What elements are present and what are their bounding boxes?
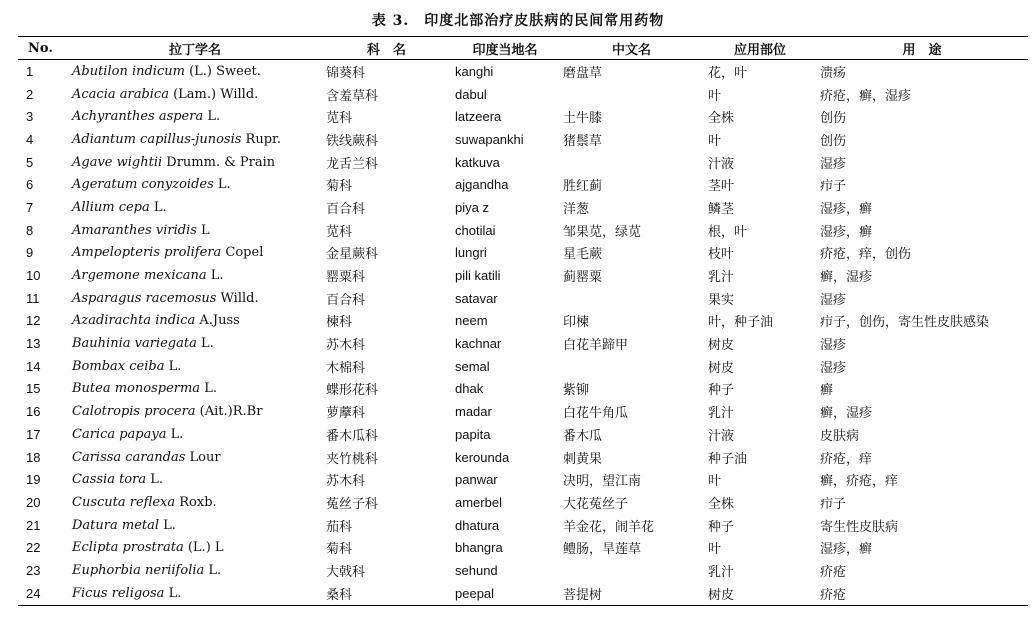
latin-name	[68, 219, 322, 242]
local-name: ajgandha	[455, 177, 509, 193]
part-used: 种子	[708, 383, 735, 399]
latin-author: L.	[164, 358, 182, 374]
latin-author: Lour	[185, 449, 221, 465]
latin-genus-species: Butea monosperma	[72, 381, 201, 397]
family-name: 苋科	[326, 224, 353, 240]
use: 溃疡	[820, 65, 847, 81]
table-caption: 表 3. 印度北部治疗皮肤病的民间常用药物	[371, 13, 665, 29]
use: 癣，湿疹	[820, 270, 873, 286]
latin-author: L.	[146, 472, 164, 488]
row-number: 1	[26, 63, 34, 79]
latin-name	[68, 83, 322, 106]
local-name: pili katili	[455, 268, 501, 284]
chinese-name: 白花牛角瓜	[563, 406, 629, 422]
family-name: 蝶形花科	[326, 383, 379, 399]
chinese-name	[559, 559, 704, 582]
use: 湿疹	[820, 156, 847, 172]
latin-name	[68, 446, 322, 469]
medicinal-plants-table	[18, 36, 1028, 606]
use: 创伤	[820, 111, 847, 127]
local-name: sehund	[455, 562, 498, 578]
local-name: kanghi	[455, 63, 494, 79]
table-row	[18, 196, 1028, 219]
use: 创伤	[820, 133, 847, 149]
table-row	[18, 242, 1028, 265]
part-used: 汁液	[708, 156, 735, 172]
latin-genus-species: Achyranthes aspera	[72, 109, 204, 125]
local-name: neem	[455, 313, 488, 329]
local-name: latzeera	[455, 109, 502, 125]
row-number: 18	[26, 449, 41, 465]
row-number: 7	[26, 199, 34, 215]
chinese-name	[559, 355, 704, 378]
table-header-row	[18, 37, 1028, 60]
latin-name	[68, 491, 322, 514]
latin-author: Copel	[221, 245, 264, 261]
row-number: 14	[26, 358, 41, 374]
latin-genus-species: Azadirachta indica	[72, 313, 196, 329]
row-number: 3	[26, 109, 34, 125]
row-number: 17	[26, 426, 41, 442]
table-row	[18, 83, 1028, 106]
use: 疥疮，癣，湿疹	[820, 88, 912, 104]
chinese-name: 胜红蓟	[563, 179, 603, 195]
row-number: 5	[26, 154, 34, 170]
table-row	[18, 151, 1028, 174]
latin-name	[68, 514, 322, 537]
chinese-name: 洋葱	[563, 201, 590, 217]
table-body	[18, 60, 1028, 606]
family-name: 桑科	[326, 587, 353, 603]
chinese-name	[559, 287, 704, 310]
part-used: 叶	[708, 133, 722, 149]
row-number: 23	[26, 562, 41, 578]
use: 湿疹，癣	[820, 224, 873, 240]
family-name: 金星蕨科	[326, 247, 379, 263]
latin-name	[68, 378, 322, 401]
local-name: chotilai	[455, 222, 496, 238]
chinese-name: 决明，望江南	[563, 474, 642, 490]
latin-genus-species: Ageratum conyzoides	[72, 177, 214, 193]
local-name: suwapankhi	[455, 131, 524, 147]
table-row	[18, 219, 1028, 242]
use: 癣，湿疹	[820, 406, 873, 422]
use: 湿疹	[820, 338, 847, 354]
latin-name	[68, 151, 322, 174]
chinese-name: 菩提树	[563, 587, 603, 603]
table-row	[18, 423, 1028, 446]
local-name: dhatura	[455, 517, 500, 533]
local-name: bhangra	[455, 540, 503, 556]
use: 癣	[820, 383, 834, 399]
part-used: 叶	[708, 474, 722, 490]
latin-author: L.	[203, 109, 221, 125]
part-used: 果实	[708, 292, 735, 308]
local-name: kerounda	[455, 449, 510, 465]
table-row	[18, 105, 1028, 128]
local-name: katkuva	[455, 154, 500, 170]
table-row	[18, 355, 1028, 378]
latin-genus-species: Ampelopteris prolifera	[72, 245, 222, 261]
local-name: kachnar	[455, 336, 502, 352]
chinese-name: 番木瓜	[563, 428, 603, 444]
latin-genus-species: Bauhinia variegata	[72, 336, 197, 352]
latin-author: L.	[196, 336, 214, 352]
latin-name	[68, 536, 322, 559]
table-row	[18, 582, 1028, 605]
header-no: No.	[28, 40, 53, 56]
latin-genus-species: Abutilon indicum	[72, 63, 185, 79]
part-used: 叶	[708, 542, 722, 558]
table-row	[18, 332, 1028, 355]
header-use: 用 途	[902, 42, 942, 58]
latin-name	[68, 582, 322, 605]
chinese-name	[559, 83, 704, 106]
latin-author: Roxb.	[175, 494, 217, 510]
header-latin-name: 拉丁学名	[168, 42, 221, 58]
latin-author: L.	[149, 199, 167, 215]
row-number: 2	[26, 86, 34, 102]
chinese-name: 星毛蕨	[563, 247, 603, 263]
chinese-name: 鳢肠，旱莲草	[563, 542, 642, 558]
part-used: 种子油	[708, 451, 748, 467]
row-number: 22	[26, 540, 41, 556]
latin-genus-species: Eclipta prostrata	[72, 540, 184, 556]
part-used: 乳汁	[708, 406, 735, 422]
family-name: 楝科	[326, 315, 353, 331]
use: 湿疹	[820, 360, 847, 376]
latin-name	[68, 332, 322, 355]
family-name: 龙舌兰科	[326, 156, 379, 172]
row-number: 8	[26, 222, 34, 238]
local-name: dhak	[455, 381, 484, 397]
chinese-name: 印楝	[563, 315, 590, 331]
row-number: 4	[26, 131, 34, 147]
chinese-name: 邹果苋，绿苋	[563, 224, 642, 240]
family-name: 菊科	[326, 179, 353, 195]
part-used: 根，叶	[708, 224, 748, 240]
use: 疖子	[820, 179, 847, 195]
family-name: 菊科	[326, 542, 353, 558]
use: 疥疮	[820, 564, 847, 580]
use: 疥疮，痒，创伤	[820, 247, 912, 263]
table-row	[18, 468, 1028, 491]
latin-genus-species: Carica papaya	[72, 426, 167, 442]
latin-name	[68, 60, 322, 83]
latin-name	[68, 287, 322, 310]
latin-author: (Ait.)R.Br	[195, 404, 263, 420]
latin-author: L.	[204, 562, 222, 578]
latin-name	[68, 559, 322, 582]
chinese-name	[559, 151, 704, 174]
latin-author: Rupr.	[241, 131, 281, 147]
part-used: 叶，种子油	[708, 315, 774, 331]
latin-genus-species: Calotropis procera	[72, 404, 196, 420]
part-used: 树皮	[708, 338, 735, 354]
header-part-used: 应用部位	[733, 42, 786, 58]
use: 湿疹	[820, 292, 847, 308]
family-name: 锦葵科	[326, 65, 366, 81]
row-number: 16	[26, 404, 41, 420]
table-row	[18, 536, 1028, 559]
chinese-name: 猪鬃草	[563, 133, 603, 149]
family-name: 苏木科	[326, 474, 366, 490]
latin-name	[68, 105, 322, 128]
row-number: 21	[26, 517, 41, 533]
latin-genus-species: Datura metal	[72, 517, 160, 533]
latin-author: L.	[206, 268, 224, 284]
part-used: 树皮	[708, 360, 735, 376]
use: 疥疮，痒	[820, 451, 873, 467]
latin-author: L.	[166, 426, 184, 442]
latin-genus-species: Agave wightii	[72, 154, 163, 170]
latin-name	[68, 264, 322, 287]
latin-name	[68, 310, 322, 333]
table-row	[18, 446, 1028, 469]
family-name: 木棉科	[326, 360, 366, 376]
latin-genus-species: Cuscuta reflexa	[72, 494, 176, 510]
latin-name	[68, 468, 322, 491]
part-used: 花，叶	[708, 65, 748, 81]
use: 癣，疥疮，痒	[820, 474, 899, 490]
latin-name	[68, 423, 322, 446]
latin-author: Willd.	[216, 290, 259, 306]
latin-genus-species: Argemone mexicana	[72, 268, 207, 284]
latin-name	[68, 400, 322, 423]
local-name: peepal	[455, 585, 495, 601]
latin-author: Drumm. & Prain	[162, 154, 276, 170]
local-name: papita	[455, 426, 491, 442]
chinese-name: 紫铆	[563, 383, 590, 399]
part-used: 全株	[708, 496, 735, 512]
header-family: 科 名	[366, 42, 406, 58]
local-name: madar	[455, 404, 492, 420]
local-name: amerbel	[455, 494, 502, 510]
header-local-name: 印度当地名	[472, 42, 538, 58]
latin-genus-species: Cassia tora	[72, 472, 147, 488]
latin-author: (L.) L	[183, 540, 224, 556]
row-number: 6	[26, 177, 34, 193]
table-row	[18, 173, 1028, 196]
latin-genus-species: Bombax ceiba	[72, 358, 165, 374]
latin-author: (Lam.) Willd.	[168, 86, 259, 102]
use: 疥疮	[820, 587, 847, 603]
chinese-name: 土牛膝	[563, 111, 603, 127]
part-used: 全株	[708, 111, 735, 127]
row-number: 9	[26, 245, 34, 261]
use: 湿疹，癣	[820, 542, 873, 558]
table-row	[18, 378, 1028, 401]
part-used: 鳞茎	[708, 201, 735, 217]
table-row	[18, 264, 1028, 287]
table-row	[18, 400, 1028, 423]
latin-author: (L.) Sweet.	[184, 63, 261, 79]
latin-genus-species: Ficus religosa	[72, 585, 165, 601]
latin-name	[68, 128, 322, 151]
part-used: 乳汁	[708, 564, 735, 580]
family-name: 百合科	[326, 201, 366, 217]
chinese-name: 羊金花，闹羊花	[563, 519, 655, 535]
family-name: 菟丝子科	[326, 496, 379, 512]
table-row	[18, 559, 1028, 582]
latin-genus-species: Amaranthes viridis	[72, 222, 197, 238]
table-row	[18, 287, 1028, 310]
table-row	[18, 310, 1028, 333]
local-name: lungri	[455, 245, 487, 261]
local-name: semal	[455, 358, 490, 374]
table-row	[18, 514, 1028, 537]
latin-author: A.Juss	[195, 313, 240, 329]
family-name: 含羞草科	[326, 88, 379, 104]
latin-genus-species: Allium cepa	[72, 199, 150, 215]
row-number: 20	[26, 494, 41, 510]
part-used: 汁液	[708, 428, 735, 444]
local-name: piya z	[455, 199, 489, 215]
part-used: 叶	[708, 88, 722, 104]
latin-genus-species: Carissa carandas	[72, 449, 186, 465]
family-name: 大戟科	[326, 564, 366, 580]
local-name: satavar	[455, 290, 498, 306]
family-name: 夹竹桃科	[326, 451, 379, 467]
latin-author: L.	[200, 381, 217, 397]
latin-genus-species: Adiantum capillus-junosis	[72, 131, 242, 147]
row-number: 19	[26, 472, 41, 488]
family-name: 番木瓜科	[326, 428, 379, 444]
family-name: 罂粟科	[326, 270, 366, 286]
use: 疖子	[820, 496, 847, 512]
table-row	[18, 128, 1028, 151]
latin-name	[68, 173, 322, 196]
chinese-name: 蓟罂粟	[563, 270, 603, 286]
part-used: 树皮	[708, 587, 735, 603]
chinese-name: 白花羊蹄甲	[563, 338, 629, 354]
use: 寄生性皮肤病	[820, 519, 899, 535]
row-number: 15	[26, 381, 41, 397]
family-name: 萝藦科	[326, 406, 366, 422]
chinese-name: 大花菟丝子	[563, 496, 629, 512]
latin-author: L.	[164, 585, 182, 601]
row-number: 11	[26, 290, 40, 306]
table-row	[18, 491, 1028, 514]
row-number: 13	[26, 336, 41, 352]
local-name: panwar	[455, 472, 498, 488]
header-chinese-name: 中文名	[611, 42, 651, 58]
row-number: 12	[26, 313, 41, 329]
latin-genus-species: Acacia arabica	[72, 86, 169, 102]
latin-author: L	[196, 222, 210, 238]
latin-genus-species: Asparagus racemosus	[72, 290, 217, 306]
family-name: 铁线蕨科	[326, 133, 379, 149]
use: 皮肤病	[820, 428, 860, 444]
local-name: dabul	[455, 86, 487, 102]
use: 疖子，创伤，寄生性皮肤感染	[820, 315, 990, 331]
part-used: 枝叶	[708, 247, 735, 263]
part-used: 种子	[708, 519, 735, 535]
chinese-name: 磨盘草	[563, 65, 603, 81]
latin-name	[68, 242, 322, 265]
family-name: 百合科	[326, 292, 366, 308]
latin-author: L.	[159, 517, 176, 533]
family-name: 苋科	[326, 111, 353, 127]
latin-genus-species: Euphorbia neriifolia	[72, 562, 205, 578]
row-number: 10	[26, 268, 41, 284]
use: 湿疹，癣	[820, 201, 873, 217]
latin-name	[68, 196, 322, 219]
chinese-name: 刺黄果	[563, 451, 603, 467]
table-row	[18, 60, 1028, 83]
row-number: 24	[26, 585, 41, 601]
part-used: 乳汁	[708, 270, 735, 286]
latin-author: L.	[213, 177, 231, 193]
part-used: 茎叶	[708, 179, 735, 195]
family-name: 苏木科	[326, 338, 366, 354]
family-name: 茄科	[326, 519, 353, 535]
latin-name	[68, 355, 322, 378]
